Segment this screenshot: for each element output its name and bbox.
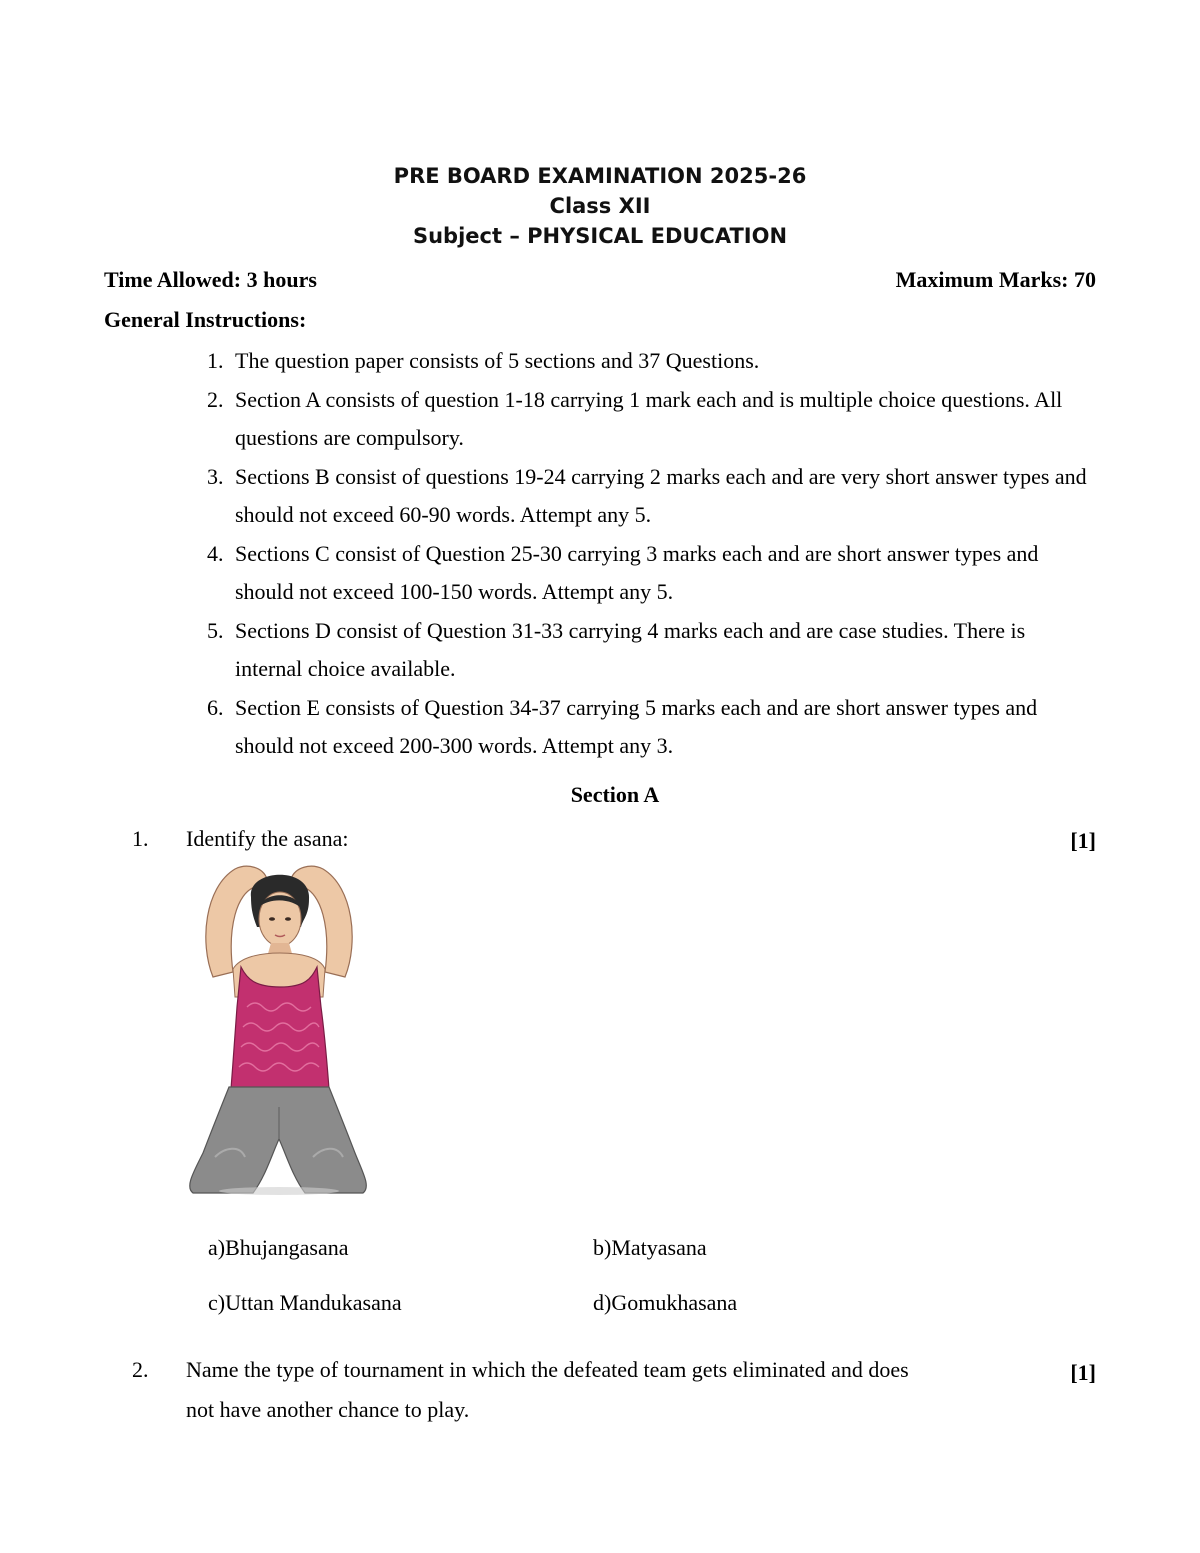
option-label: d) (593, 1290, 612, 1315)
instruction-text: Sections C consist of Question 25-30 carrying 3 marks each and are short answer types and should not exceed 100-150 words. Attempt any 5. (235, 540, 1039, 604)
asana-illustration (185, 857, 373, 1197)
instruction-item (207, 342, 1087, 381)
instruction-item (207, 381, 1087, 458)
instruction-text: Section A consists of question 1-18 carrying 1 mark each and is multiple choice questions. All questions are compulsory. (235, 386, 1063, 450)
time-allowed: Time Allowed: 3 hours (104, 267, 317, 292)
subject-label: Subject – PHYSICAL EDUCATION (412, 224, 788, 248)
instruction-number: 2. (207, 386, 224, 412)
instructions-heading: General Instructions: (104, 307, 307, 332)
class-label: Class XII (549, 194, 651, 218)
option-label: c) (208, 1290, 226, 1315)
instruction-item (207, 612, 1087, 689)
instruction-text: Sections B consist of questions 19-24 carrying 2 marks each and are very short answer types and should not exceed 60-90 words. Attempt any 5. (235, 463, 1087, 527)
instruction-number: 6. (207, 694, 224, 720)
question-marks: [1] (1070, 1360, 1096, 1385)
option-label: b) (593, 1235, 612, 1260)
option-text: Matyasana (611, 1235, 707, 1260)
question-text-line1: Name the type of tournament in which the defeated team gets eliminated and does (186, 1357, 909, 1382)
instruction-number: 3. (207, 463, 224, 489)
option-text: Uttan Mandukasana (225, 1290, 402, 1315)
maximum-marks: Maximum Marks: 70 (895, 267, 1096, 292)
instruction-text: Section E consists of Question 34-37 carrying 5 marks each and are short answer types and should not exceed 200-300 words. Attempt any 3. (235, 694, 1038, 758)
option-c[interactable] (208, 1290, 402, 1316)
instruction-item (207, 535, 1087, 612)
instruction-number: 4. (207, 540, 224, 566)
option-text: Bhujangasana (225, 1235, 349, 1260)
option-text: Gomukhasana (611, 1290, 738, 1315)
instruction-item (207, 689, 1087, 766)
instruction-item (207, 458, 1087, 535)
option-a[interactable] (208, 1235, 349, 1261)
question-number: 1. (132, 826, 149, 851)
exam-title: PRE BOARD EXAMINATION 2025-26 (393, 164, 807, 188)
question-number: 2. (132, 1357, 149, 1382)
question-marks: [1] (1070, 828, 1096, 853)
question-text: Identify the asana: (186, 826, 349, 851)
instructions-list (207, 342, 1087, 766)
section-a-title: Section A (570, 782, 660, 807)
option-b[interactable] (593, 1235, 707, 1261)
instruction-text: The question paper consists of 5 sections and 37 Questions. (235, 348, 760, 373)
option-d[interactable] (593, 1290, 737, 1316)
option-label: a) (208, 1235, 226, 1260)
instruction-number: 1. (207, 348, 224, 373)
instruction-number: 5. (207, 617, 224, 643)
question-text-line2: not have another chance to play. (186, 1397, 470, 1422)
instruction-text: Sections D consist of Question 31-33 carrying 4 marks each and are case studies. There is internal choice available. (235, 617, 1026, 681)
